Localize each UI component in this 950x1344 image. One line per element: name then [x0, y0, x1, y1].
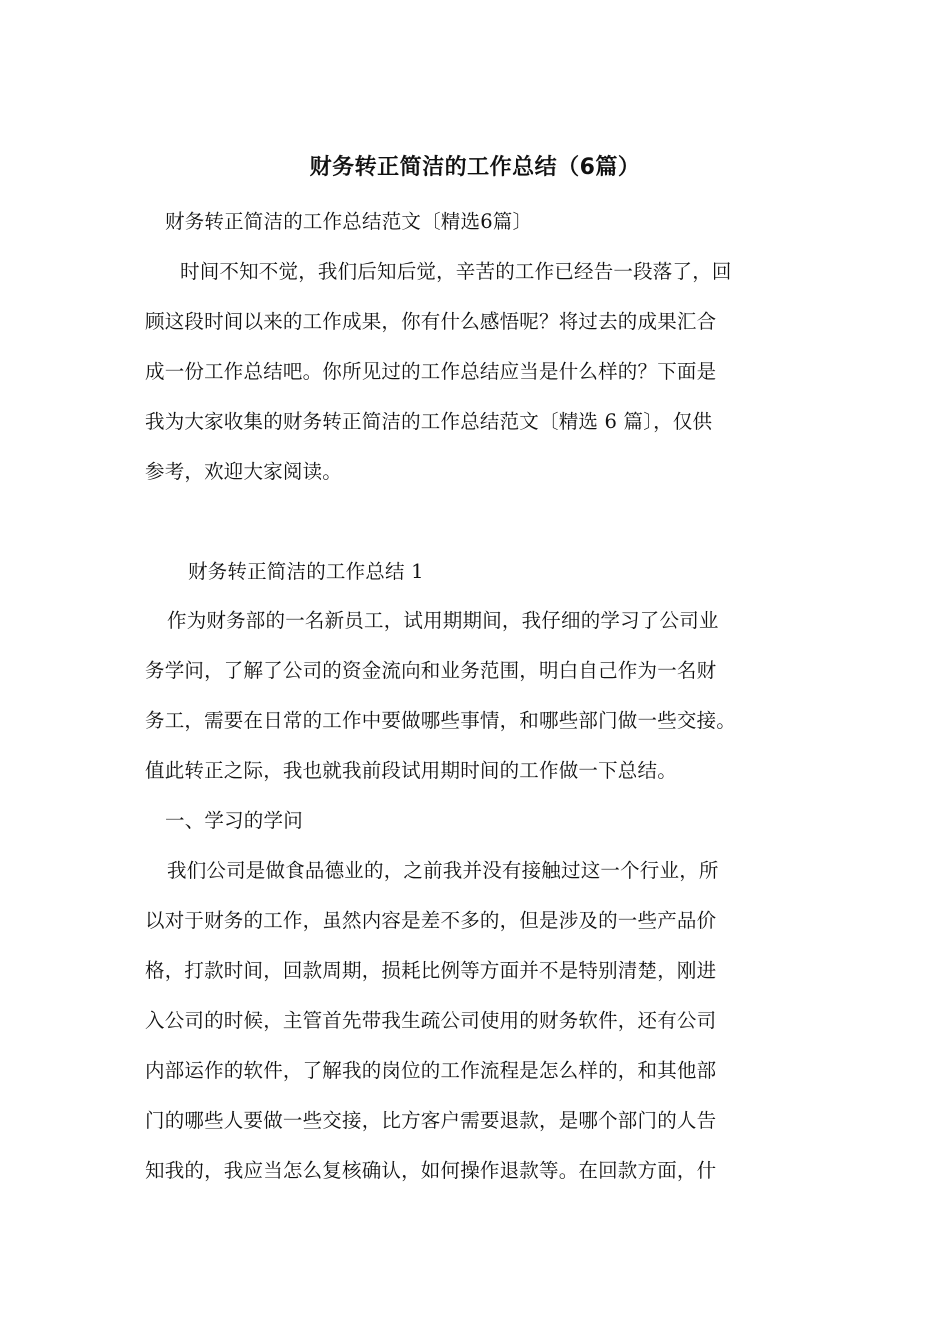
intro-line: 参考，欢迎大家阅读。 [145, 460, 343, 483]
intro-line: 时间不知不觉，我们后知后觉，辛苦的工作已经告一段落了，回 [180, 260, 732, 283]
paragraph-line: 知我的，我应当怎么复核确认，如何操作退款等。在回款方面，什 [145, 1159, 717, 1182]
paragraph-line: 作为财务部的一名新员工，试用期期间，我仔细的学习了公司业 [167, 609, 719, 632]
paragraph-line: 以对于财务的工作，虽然内容是差不多的，但是涉及的一些产品价 [145, 909, 717, 932]
document-title: 财务转正简洁的工作总结（6篇） [309, 155, 641, 180]
paragraph-line: 值此转正之际，我也就我前段试用期时间的工作做一下总结。 [145, 759, 677, 782]
subheading: 一、学习的学问 [165, 809, 303, 832]
paragraph-line: 务工，需要在日常的工作中要做哪些事情，和哪些部门做一些交接。 [145, 709, 737, 732]
document-subtitle: 财务转正简洁的工作总结范文〔精选6篇〕 [165, 210, 533, 233]
paragraph-line: 我们公司是做食品德业的，之前我并没有接触过这一个行业，所 [167, 859, 719, 882]
paragraph-line: 格，打款时间，回款周期，损耗比例等方面并不是特别清楚，刚进 [145, 959, 717, 982]
paragraph-line: 务学问，了解了公司的资金流向和业务范围，明白自己作为一名财 [145, 659, 717, 682]
intro-line: 成一份工作总结吧。你所见过的工作总结应当是什么样的？下面是 [145, 360, 717, 383]
paragraph-line: 门的哪些人要做一些交接，比方客户需要退款，是哪个部门的人告 [145, 1109, 717, 1132]
paragraph-line: 内部运作的软件，了解我的岗位的工作流程是怎么样的，和其他部 [145, 1059, 717, 1082]
paragraph-line: 入公司的时候，主管首先带我生疏公司使用的财务软件，还有公司 [145, 1009, 717, 1032]
section-heading: 财务转正简洁的工作总结 1 [188, 560, 424, 583]
intro-line: 我为大家收集的财务转正简洁的工作总结范文〔精选 6 篇〕，仅供 [145, 410, 713, 433]
intro-line: 顾这段时间以来的工作成果，你有什么感悟呢？将过去的成果汇合 [145, 310, 717, 333]
